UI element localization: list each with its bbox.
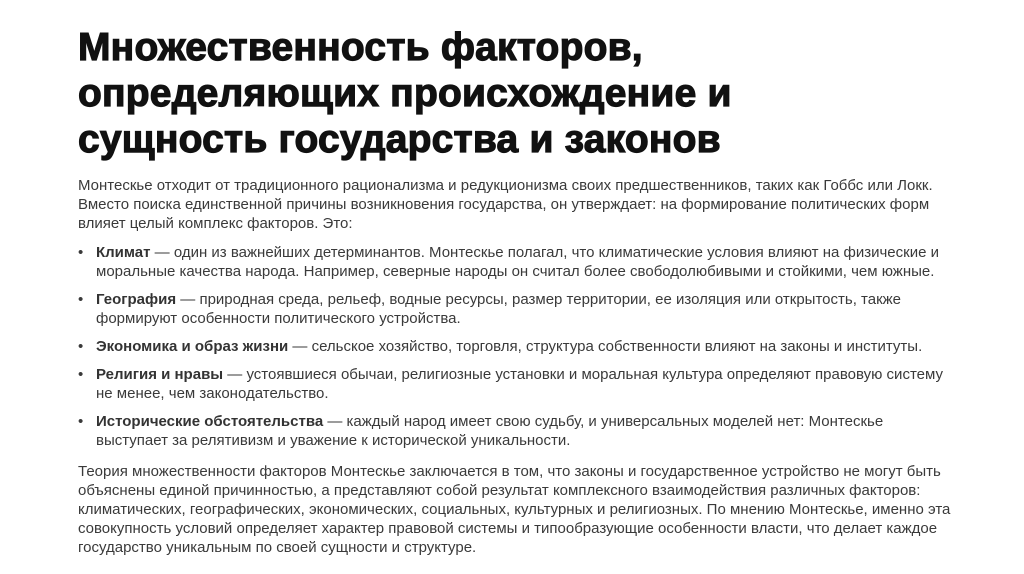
bullet-term: География	[96, 291, 177, 308]
factor-list	[78, 243, 958, 450]
slide-body	[78, 176, 958, 557]
list-item-geography	[78, 290, 958, 328]
intro-paragraph: Монтескье отходит от традиционного рационализма и редукционизма своих предшественников, таких как Гоббс или Локк. Вместо поиска единственной причины возникновения государства, он утверждает: на формирование политических форм влияет целый комплекс факторов. Это:	[78, 177, 933, 232]
bullet-text: — природная среда, рельеф, водные ресурсы, размер территории, ее изоляция или открытость, также формируют особенности политического устройства.	[96, 291, 902, 327]
title-line-3: сущность государства и законов	[78, 118, 721, 161]
title-line-2: определяющих происхождение и	[78, 72, 732, 115]
bullet-icon: •	[78, 413, 84, 430]
bullet-text: — сельское хозяйство, торговля, структура собственности влияют на законы и институты.	[288, 338, 923, 355]
list-item-economy	[78, 337, 958, 356]
bullet-icon: •	[78, 291, 84, 308]
bullet-icon: •	[78, 338, 84, 355]
bullet-term: Исторические обстоятельства	[96, 413, 324, 430]
list-item-climate	[78, 243, 958, 281]
conclusion-paragraph: Теория множественности факторов Монтескье заключается в том, что законы и государственное устройство не могут быть объяснены единой причинностью, а представляют собой результат комплексного взаимодействия различных факторов: климатических, географических, экономических, социальных, культурных и религиозных. По мнению Монтескье, именно эта совокупность условий определяет характер правовой системы и типообразующие особенности власти, что делает каждое государство уникальным по своей сущности и структуре.	[78, 463, 951, 556]
list-item-religion	[78, 365, 958, 403]
title-line-1: Множественность факторов,	[78, 26, 643, 69]
bullet-text: — устоявшиеся обычаи, религиозные установки и моральная культура определяют правовую систему не менее, чем законодательство.	[96, 366, 943, 402]
slide-title	[78, 25, 978, 163]
bullet-icon: •	[78, 244, 84, 261]
bullet-term: Климат	[96, 244, 151, 261]
list-item-history	[78, 412, 958, 450]
bullet-icon: •	[78, 366, 84, 383]
bullet-term: Религия и нравы	[96, 366, 224, 383]
bullet-text: — каждый народ имеет свою судьбу, и универсальных моделей нет: Монтескье выступает за релятивизм и уважение к исторической уникальности.	[96, 413, 884, 449]
bullet-term: Экономика и образ жизни	[96, 338, 289, 355]
bullet-text: — один из важнейших детерминантов. Монтескье полагал, что климатические условия влияют на физические и моральные качества народа. Например, северные народы он считал более свободолюбивыми и стойкими, чем южные.	[96, 244, 939, 280]
